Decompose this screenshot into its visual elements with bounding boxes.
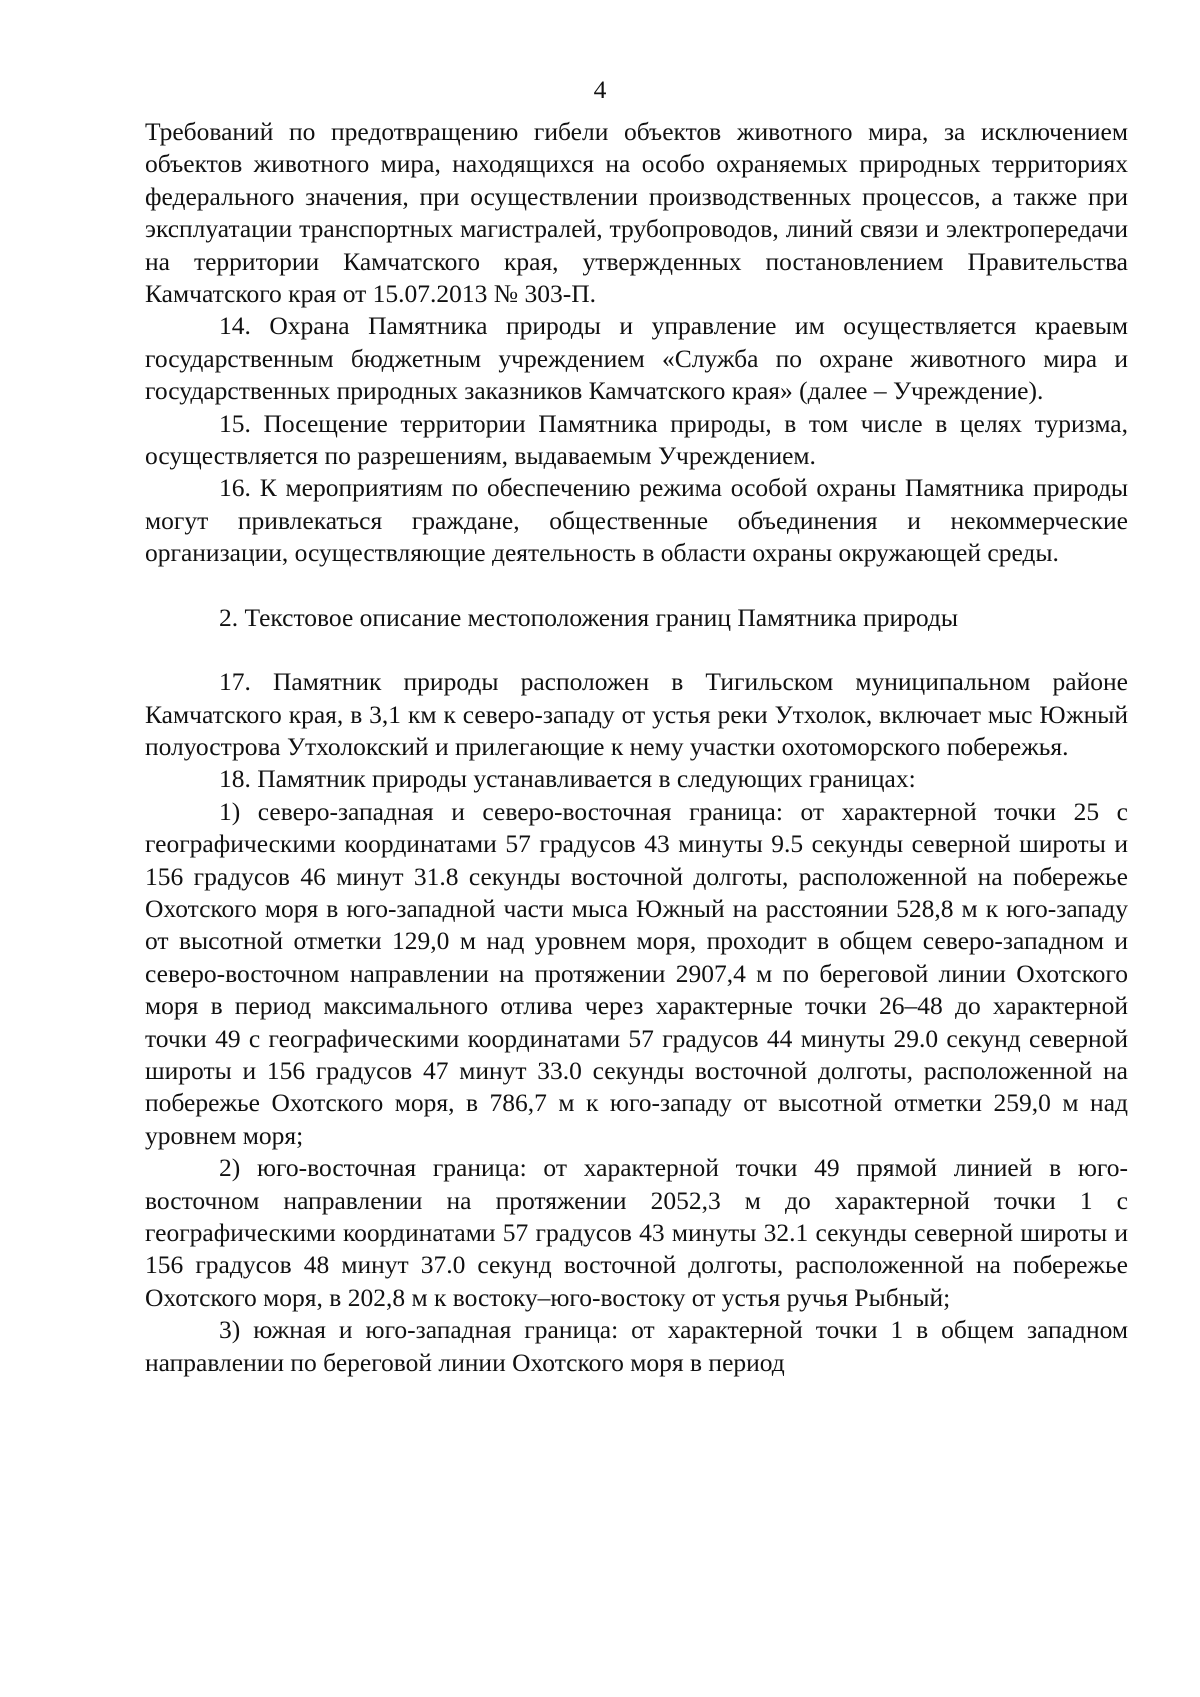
paragraph-18-item-1: 1) северо-западная и северо-восточная граница: от характерной точки 25 с географическими координатами 57 градусов 43 минуты 9.5 секунды северной широты и 156 градусов 46 минут 31.8 секунды восточной долготы, расположенной на побережье Охотского моря в юго-западной части мыса Южный на расстоянии 528,8 м к юго-западу от высотной отметки 129,0 м над уровнем моря, проходит в общем северо-западном и северо-восточном направлении на протяжении 2907,4 м по береговой линии Охотского моря в период максимального отлива через характерные точки 26–48 до характерной точки 49 с географическими координатами 57 градусов 44 минуты 29.0 секунд северной широты и 156 градусов 47 минут 33.0 секунды восточной долготы, расположенной на побережье Охотского моря, в 786,7 м к юго-западу от высотной отметки 259,0 м над уровнем моря;	[145, 796, 1128, 1150]
paragraph-18-item-3: 3) южная и юго-западная граница: от характерной точки 1 в общем западном направлении по береговой линии Охотского моря в период	[145, 1315, 1128, 1377]
spacer	[145, 634, 1128, 666]
paragraph-17: 17. Памятник природы расположен в Тигильском муниципальном районе Камчатского края, в 3,1 км к северо-западу от устья реки Утхолок, включает мыс Южный полуострова Утхолокский и прилегающие к нему участки охотоморского побережья.	[145, 667, 1128, 761]
paragraph-15: 15. Посещение территории Памятника природы, в том числе в целях туризма, осуществляется по разрешениям, выдаваемым Учреждением.	[145, 408, 1128, 471]
page-number: 4	[593, 75, 607, 104]
paragraph-18-item-2: 2) юго-восточная граница: от характерной точки 49 прямой линией в юго-восточном направлении на протяжении 2052,3 м до характерной точки 1 с географическими координатами 57 градусов 43 минуты 32.1 секунды северной широты и 156 градусов 48 минут 37.0 секунд восточной долготы, расположенной на побережье Охотского моря, в 202,8 м к востоку–юго-востоку от устья ручья Рыбный;	[145, 1153, 1128, 1312]
section-heading-2: 2. Текстовое описание местоположения границ Памятника природы	[219, 602, 959, 632]
paragraph-16: 16. К мероприятиям по обеспечению режима особой охраны Памятника природы могут привлекаться граждане, общественные объединения и некоммерческие организации, осуществляющие деятельность в области охраны окружающей среды.	[145, 473, 1128, 568]
paragraph-18: 18. Памятник природы устанавливается в следующих границах:	[219, 764, 916, 794]
paragraph-14: 14. Охрана Памятника природы и управление им осуществляется краевым государственным бюджетным учреждением «Служба по охране животного мира и государственных природных заказников Камчатского края» (далее – Учреждение).	[145, 311, 1128, 406]
document-body	[145, 116, 1128, 1379]
paragraph-continued: Требований по предотвращению гибели объектов животного мира, за исключением объектов животного мира, находящихся на особо охраняемых природных территориях федерального значения, при осуществлении производственных процессов, а также при эксплуатации транспортных магистралей, трубопроводов, линий связи и электропередачи на территории Камчатского края, утвержденных постановлением Правительства Камчатского края от 15.07.2013 № 303-П.	[145, 117, 1128, 309]
spacer	[145, 570, 1128, 602]
